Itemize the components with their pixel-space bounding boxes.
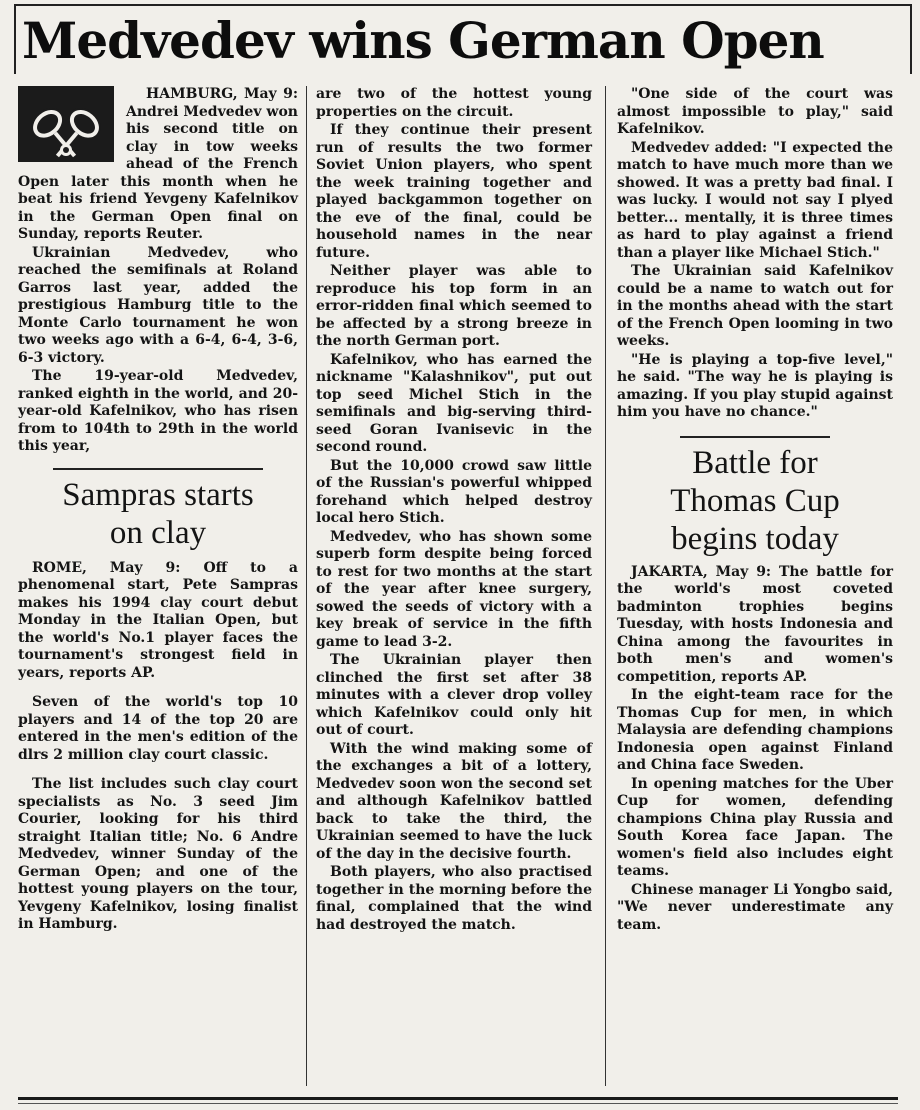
story1-paragraph: Kafelnikov, who has earned the nickname "Kalashnikov", put out top seed Michel Stich in the semifinals and big-serving third-seed Goran Ivanisevic in the second round. bbox=[316, 351, 592, 455]
story3-paragraph: In opening matches for the Uber Cup for women, defending champions China play Russia and South Korea face Japan. The women's field also includes eight teams. bbox=[617, 775, 893, 879]
story1-paragraph: Medvedev added: "I expected the match to have much more than we showed. It was a pretty bad final. I was lucky. I would not say I plyed better... mentally, it is three times as hard to play against a friend than a player like Michael Stich." bbox=[617, 139, 893, 261]
story1-paragraph: are two of the hottest young properties on the circuit. bbox=[316, 86, 592, 120]
headline-frame-left bbox=[14, 4, 16, 74]
story3-paragraph: JAKARTA, May 9: The battle for the world's most coveted badminton trophies begins Tuesday, with hosts Indonesia and China among the favourites in both men's and women's competition, reports AP. bbox=[617, 563, 893, 685]
headline-frame-right bbox=[910, 4, 912, 74]
tennis-rackets-icon bbox=[18, 86, 114, 162]
story1-paragraph: "One side of the court was almost impossible to play," said Kafelnikov. bbox=[617, 86, 893, 137]
story2-paragraph: The list includes such clay court specialists as No. 3 seed Jim Courier, looking for his third straight Italian title; No. 6 Andre Medvedev, winner Sunday of the German Open; and one of the hottest young players on the tour, Yevgeny Kafelnikov, losing finalist in Hamburg. bbox=[18, 776, 298, 932]
story1-paragraph: Ukrainian Medvedev, who reached the semifinals at Roland Garros last year, added the prestigious Hamburg title to the Monte Carlo tournament he won two weeks ago with a 6-4, 6-4, 3-6, 6-3 victory. bbox=[18, 244, 298, 366]
story1-paragraph: But the 10,000 crowd saw little of the Russian's powerful whipped forehand which helped destroy local hero Stich. bbox=[316, 457, 592, 526]
story1-paragraph: Both players, who also practised together in the morning before the final, complained that the wind had destroyed the match. bbox=[316, 864, 592, 933]
story3-paragraph: Chinese manager Li Yongbo said, "We never underestimate any team. bbox=[617, 881, 893, 933]
story1-paragraph: The Ukrainian said Kafelnikov could be a name to watch out for in the months ahead with the start of the French Open looming in two weeks. bbox=[617, 263, 893, 349]
column-rule-1 bbox=[306, 86, 307, 1086]
story1-paragraph: If they continue their present run of results the two former Soviet Union players, who spent the week training together and played backgammon together on the eve of the final, could be household names in the near future. bbox=[316, 122, 592, 261]
story1-paragraph: The Ukrainian player then clinched the first set after 38 minutes with a clever drop volley which Kafelnikov could only hit out of court. bbox=[316, 652, 592, 738]
story1-paragraph: Medvedev, who has shown some superb form despite being forced to rest for two months at the start of the year after knee surgery, sowed the seeds of victory with a key break of service in the fifth game to lead 3-2. bbox=[316, 528, 592, 650]
column-3 bbox=[617, 86, 893, 934]
subhead-rule bbox=[53, 468, 263, 470]
subhead-rule bbox=[680, 436, 830, 438]
column-rule-2 bbox=[605, 86, 606, 1086]
story3-title: Battle for Thomas Cup begins today bbox=[670, 444, 840, 557]
column-1 bbox=[18, 86, 298, 934]
story3-paragraph: In the eight-team race for the Thomas Cup for men, in which Malaysia are defending champions Indonesia open against Finland and China face Sweden. bbox=[617, 687, 893, 773]
main-headline: Medvedev wins German Open bbox=[22, 11, 824, 70]
story2-paragraph: Seven of the world's top 10 players and 14 of the top 20 are entered in the men's edition of the dlrs 2 million clay court classic. bbox=[18, 694, 298, 763]
story1-paragraph: HAMBURG, May 9: Andrei Medvedev won his second title on clay in tow weeks ahead of the French Open later this month when he beat his friend Yevgeny Kafelnikov in the German Open final on Sunday, reports Reuter. bbox=[18, 86, 298, 242]
bottom-rule-thin bbox=[18, 1103, 898, 1104]
bottom-rule bbox=[18, 1097, 898, 1100]
story1-paragraph: With the wind making some of the exchanges a bit of a lottery, Medvedev soon won the second set and although Kafelnikov battled back to take the third, the Ukrainian seemed to have the luck of the day in the decisive fourth. bbox=[316, 740, 592, 862]
story2-title: Sampras starts on clay bbox=[62, 476, 254, 551]
story1-paragraph: Neither player was able to reproduce his top form in an error-ridden final which seemed to be affected by a strong breeze in the north German port. bbox=[316, 263, 592, 349]
story1-paragraph: The 19-year-old Medvedev, ranked eighth in the world, and 20-year-old Kafelnikov, who has risen from to 104th to 29th in the world this year, bbox=[18, 368, 298, 454]
story2-paragraph: ROME, May 9: Off to a phenomenal start, Pete Sampras makes his 1994 clay court debut Monday in the Italian Open, but the world's No.1 player faces the tournament's strongest field in years, reports AP. bbox=[18, 559, 298, 681]
column-2 bbox=[316, 86, 592, 934]
headline-frame-top bbox=[14, 4, 912, 6]
story1-paragraph: "He is playing a top-five level," he said. "The way he is playing is amazing. If you play stupid against him you have no chance." bbox=[617, 351, 893, 420]
